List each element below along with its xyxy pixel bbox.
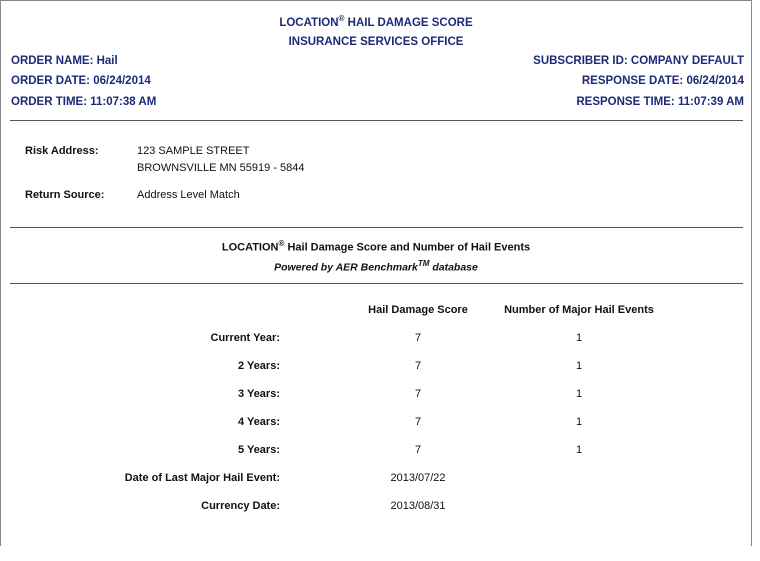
subscriber-id: SUBSCRIBER ID: COMPANY DEFAULT xyxy=(533,55,744,67)
row-label: 2 Years: xyxy=(237,360,280,372)
currency-date-label: Currency Date: xyxy=(201,500,280,512)
last-event-value: 2013/07/22 xyxy=(390,472,446,484)
section-subtitle-rest: database xyxy=(429,261,478,274)
response-date: RESPONSE DATE: 06/24/2014 xyxy=(581,75,744,87)
section-title xyxy=(0,239,752,254)
return-source-value: Address Level Match xyxy=(137,189,240,201)
row-score: 7 xyxy=(414,388,422,400)
row-label: 5 Years: xyxy=(237,444,280,456)
row-label: 3 Years: xyxy=(237,388,280,400)
torn-edge xyxy=(0,540,760,561)
row-label: Current Year: xyxy=(210,332,280,344)
section-registered-mark: ® xyxy=(278,239,285,248)
row-events: 1 xyxy=(575,360,583,372)
frame-border-top xyxy=(0,0,752,1)
section-title-main: LOCATION xyxy=(221,241,279,254)
last-event-label: Date of Last Major Hail Event: xyxy=(124,472,280,484)
risk-address-label: Risk Address: xyxy=(25,145,99,157)
frame-border-left xyxy=(0,0,1,548)
row-events: 1 xyxy=(575,416,583,428)
risk-address-line2: BROWNSVILLE MN 55919 - 5844 xyxy=(137,162,305,174)
row-score: 7 xyxy=(414,332,422,344)
row-score: 7 xyxy=(414,360,422,372)
order-name: ORDER NAME: Hail xyxy=(11,55,118,67)
response-time: RESPONSE TIME: 11:07:39 AM xyxy=(576,96,744,108)
row-score: 7 xyxy=(414,416,422,428)
risk-address-line1: 123 SAMPLE STREET xyxy=(137,145,250,157)
order-time: ORDER TIME: 11:07:38 AM xyxy=(11,96,157,108)
section-title-rest: Hail Damage Score and Number of Hail Events xyxy=(284,241,531,254)
frame-border-right xyxy=(751,0,752,548)
section-subtitle xyxy=(0,259,752,274)
row-label: 4 Years: xyxy=(237,416,280,428)
return-source-label: Return Source: xyxy=(25,189,105,201)
report-title xyxy=(0,14,752,29)
report-org: INSURANCE SERVICES OFFICE xyxy=(288,36,464,48)
divider-section xyxy=(10,283,743,284)
divider-header xyxy=(10,120,743,121)
currency-date-value: 2013/08/31 xyxy=(390,500,446,512)
row-events: 1 xyxy=(575,388,583,400)
row-events: 1 xyxy=(575,444,583,456)
trademark-mark: TM xyxy=(417,259,430,268)
col-header-events: Number of Major Hail Events xyxy=(504,304,654,316)
col-header-score: Hail Damage Score xyxy=(368,304,468,316)
row-events: 1 xyxy=(575,332,583,344)
row-score: 7 xyxy=(414,444,422,456)
order-date: ORDER DATE: 06/24/2014 xyxy=(11,75,151,87)
section-subtitle-main: Powered by AER Benchmark xyxy=(274,261,418,274)
report-title-main: LOCATION xyxy=(279,16,339,29)
report-title-rest: HAIL DAMAGE SCORE xyxy=(344,16,473,29)
registered-mark: ® xyxy=(338,14,345,23)
divider-risk xyxy=(10,227,743,228)
